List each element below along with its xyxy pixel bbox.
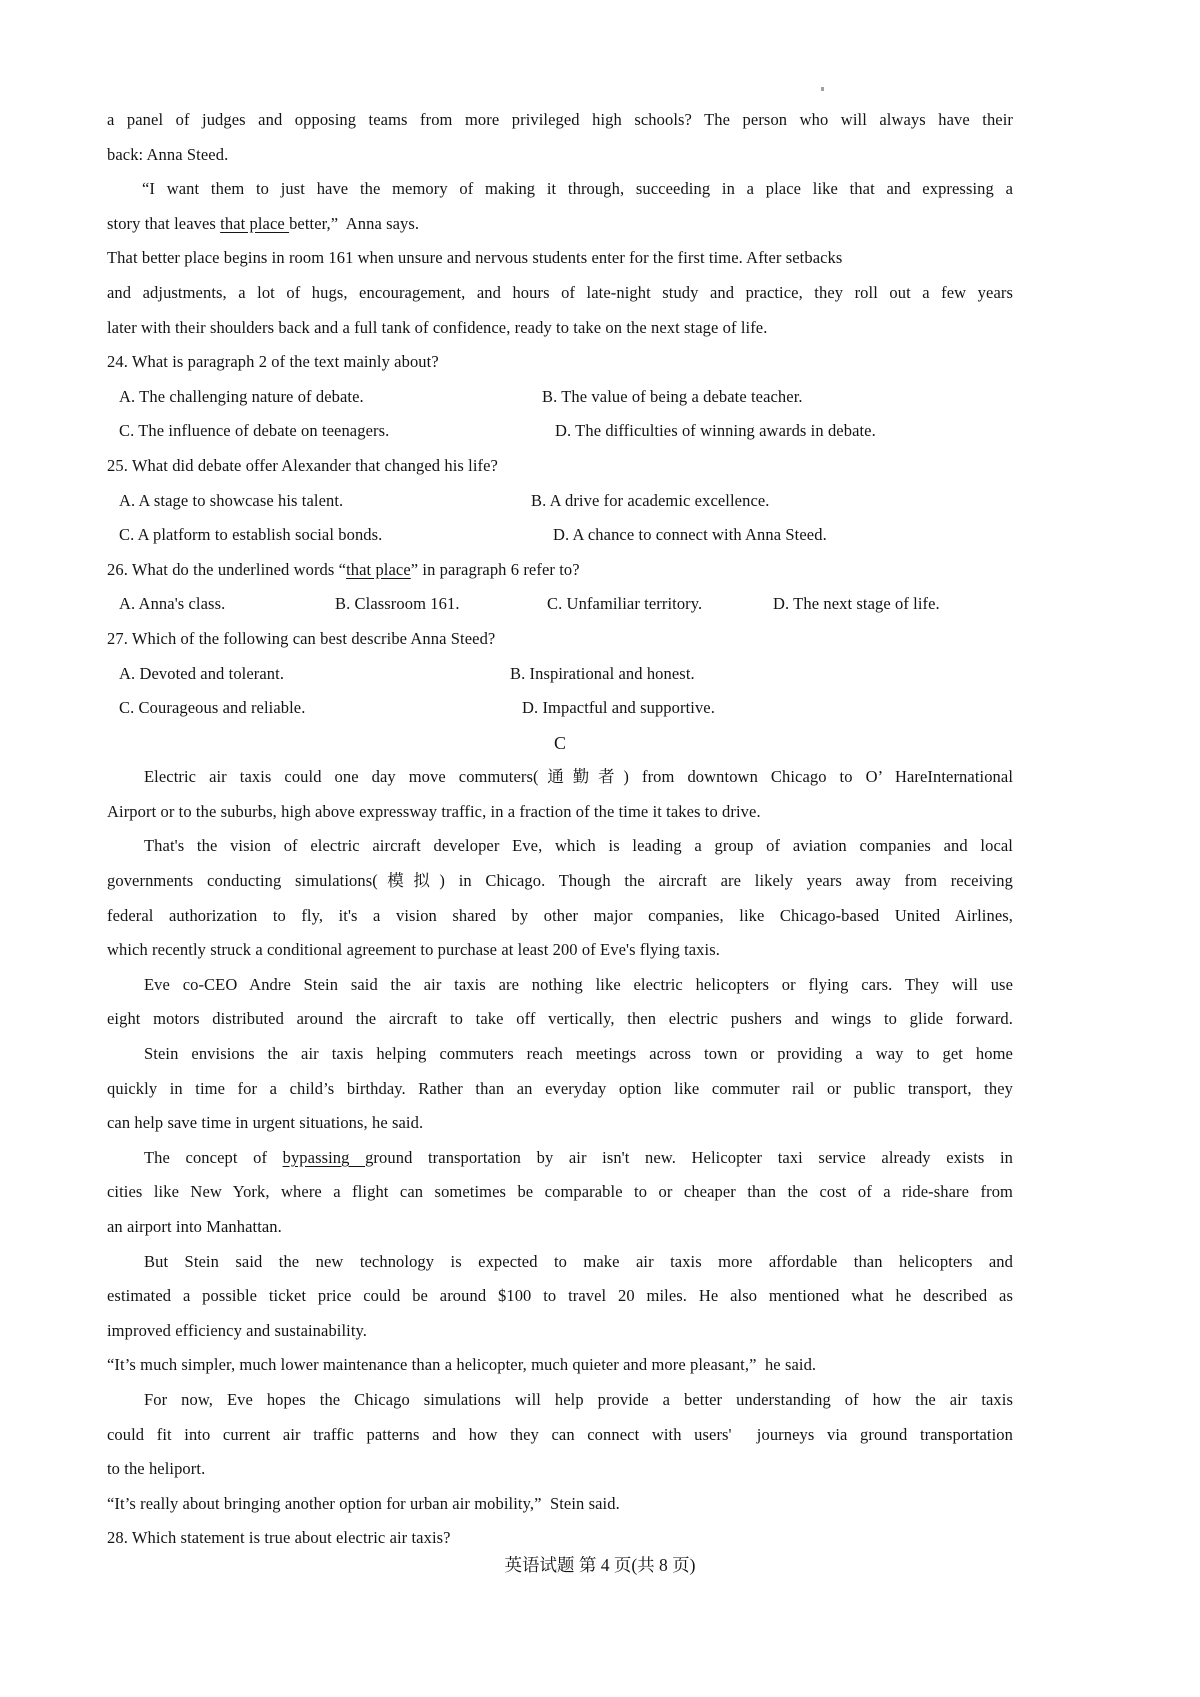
text-line (107, 1383, 1013, 1418)
text-line (107, 1141, 1013, 1176)
text-line (107, 1106, 1013, 1141)
text-line (107, 1072, 1013, 1107)
text-segment: The concept of (144, 1147, 283, 1167)
text-line (107, 1175, 1013, 1210)
text-segment: But Stein said the new technology is expected to make air taxis more affordable than helicopters and (144, 1251, 1013, 1271)
option-d: D. The next stage of life. (773, 594, 940, 614)
page-footer (0, 1548, 1200, 1583)
option-b: B. The value of being a debate teacher. (542, 386, 803, 406)
text-segment: later with their shoulders back and a full tank of confidence, ready to take on the next stage of life. (107, 317, 768, 337)
text-line (107, 795, 1013, 830)
text-segment: estimated a possible ticket price could be around $100 to travel 20 miles. He also mentioned what he described as (107, 1286, 1013, 1306)
text-segment: “It’s really about bringing another option for urban air mobility,” Stein said. (107, 1493, 620, 1513)
text-line (107, 207, 1013, 242)
text-segment: “I want them to just have the memory of making it through, succeeding in a place like that and expressing a (142, 179, 1013, 199)
text-line (107, 1037, 1013, 1072)
text-segment: 25. What did debate offer Alexander that changed his life? (107, 455, 498, 475)
underlined-phrase: that place (346, 559, 411, 579)
option-c: C. The influence of debate on teenagers. (119, 421, 390, 441)
text-line (107, 1002, 1013, 1037)
text-line (107, 1487, 1013, 1522)
option-row (107, 691, 1013, 726)
text-segment: Airport or to the suburbs, high above expressway traffic, in a fraction of the time it takes to drive. (107, 801, 761, 821)
option-row (107, 380, 1013, 415)
option-d: D. The difficulties of winning awards in debate. (555, 421, 876, 441)
text-line (107, 968, 1013, 1003)
option-c: C. A platform to establish social bonds. (119, 525, 383, 545)
text-line (107, 276, 1013, 311)
text-segment: ground transportation by air isn't new. Helicopter taxi service already exists in (365, 1147, 1013, 1167)
option-b: B. A drive for academic excellence. (531, 490, 770, 510)
text-line (107, 1452, 1013, 1487)
option-a: A. A stage to showcase his talent. (119, 490, 344, 510)
text-line (107, 1279, 1013, 1314)
text-segment: Eve co-CEO Andre Stein said the air taxis are nothing like electric helicopters or flying cars. They will use (144, 974, 1013, 994)
option-a: A. Anna's class. (119, 594, 226, 614)
text-segment: 26. What do the underlined words “ (107, 559, 347, 579)
text-segment: can help save time in urgent situations, he said. (107, 1113, 424, 1133)
text-line (107, 1210, 1013, 1245)
underlined-phrase: that place (220, 213, 290, 233)
text-segment: could fit into current air traffic patterns and how they can connect with users' journeys via ground transportation (107, 1424, 1013, 1444)
text-line (107, 449, 1013, 484)
text-line (107, 622, 1013, 657)
text-segment: 27. Which of the following can best describe Anna Steed? (107, 628, 496, 648)
text-line (107, 899, 1013, 934)
option-row (107, 414, 1013, 449)
text-line (107, 311, 1013, 346)
text-segment: governments conducting simulations(模拟) in Chicago. Though the aircraft are likely years away from receiving (107, 871, 1013, 891)
text-segment: “It’s much simpler, much lower maintenance than a helicopter, much quieter and more pleasant,” he said. (107, 1355, 817, 1375)
text-segment: federal authorization to fly, it's a vision shared by other major companies, like Chicago-based United Airlines, (107, 905, 1013, 925)
option-b: B. Inspirational and honest. (510, 663, 695, 683)
option-b: B. Classroom 161. (335, 594, 460, 614)
text-segment: C (553, 732, 567, 753)
option-row (107, 657, 1013, 692)
text-line (107, 1418, 1013, 1453)
text-segment: For now, Eve hopes the Chicago simulations will help provide a better understanding of how the air taxis (144, 1389, 1013, 1409)
text-line (107, 241, 1013, 276)
text-segment: back: Anna Steed. (107, 144, 229, 164)
text-segment: improved efficiency and sustainability. (107, 1320, 368, 1340)
text-segment: story that leaves (107, 213, 221, 233)
option-c: C. Courageous and reliable. (119, 698, 306, 718)
option-row (107, 484, 1013, 519)
text-line (107, 553, 1013, 588)
text-segment: 24. What is paragraph 2 of the text mainly about? (107, 352, 439, 372)
option-d: D. A chance to connect with Anna Steed. (553, 525, 827, 545)
text-segment: which recently struck a conditional agreement to purchase at least 200 of Eve's flying taxis. (107, 940, 720, 960)
text-segment: 28. Which statement is true about electric air taxis? (107, 1528, 451, 1548)
text-line (107, 345, 1013, 380)
text-segment: That better place begins in room 161 when unsure and nervous students enter for the first time. After setbacks (107, 248, 843, 268)
text-line (107, 1314, 1013, 1349)
text-segment: better,” Anna says. (289, 213, 420, 233)
text-line (107, 864, 1013, 899)
text-line (107, 172, 1013, 207)
text-line (107, 933, 1013, 968)
option-c: C. Unfamiliar territory. (547, 594, 703, 614)
option-a: A. The challenging nature of debate. (119, 386, 364, 406)
text-line (107, 103, 1013, 138)
text-segment: a panel of judges and opposing teams from more privileged high schools? The person who will always have their (107, 110, 1013, 129)
text-segment: That's the vision of electric aircraft developer Eve, which is leading a group of aviation companies and local (144, 836, 1013, 856)
text-line (107, 138, 1013, 173)
document-text (107, 103, 1013, 1556)
text-line (107, 1348, 1013, 1383)
text-segment: eight motors distributed around the aircraft to take off vertically, then electric pushers and wings to glide forward. (107, 1009, 1013, 1029)
text-segment: Stein envisions the air taxis helping commuters reach meetings across town or providing a way to get home (144, 1044, 1013, 1064)
text-segment: and adjustments, a lot of hugs, encouragement, and hours of late-night study and practice, they roll out a few years (107, 282, 1013, 302)
text-segment: quickly in time for a child’s birthday. Rather than an everyday option like commuter rail or public transport, they (107, 1078, 1013, 1098)
option-a: A. Devoted and tolerant. (119, 663, 285, 683)
text-line (107, 829, 1013, 864)
text-segment: ” in paragraph 6 refer to? (410, 559, 580, 579)
text-segment: an airport into Manhattan. (107, 1217, 282, 1236)
option-row (107, 518, 1013, 553)
footer-page-label: 英语试题 第 4 页(共 8 页) (504, 1555, 696, 1575)
text-line (107, 1245, 1013, 1280)
text-segment: cities like New York, where a flight can sometimes be comparable to or cheaper than the cost of a ride-share from (107, 1182, 1013, 1202)
text-line (107, 760, 1013, 795)
text-segment: to the heliport. (107, 1459, 206, 1479)
section-label (107, 726, 1013, 761)
scan-artifact-dot (821, 87, 824, 91)
option-d: D. Impactful and supportive. (522, 698, 715, 718)
option-row (107, 587, 1013, 622)
text-segment: Electric air taxis could one day move commuters(通勤者) from downtown Chicago to O’ HareInternational (144, 767, 1013, 787)
underlined-phrase: bypassing (282, 1147, 366, 1167)
